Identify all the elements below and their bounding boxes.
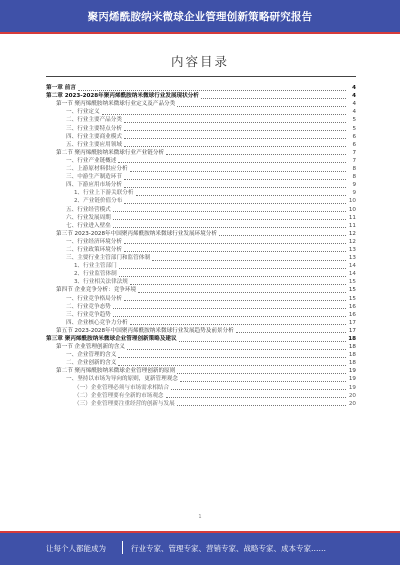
toc-dot-leader: [78, 90, 346, 91]
toc-dot-leader: [130, 324, 346, 325]
toc-entry[interactable]: [46, 254, 356, 262]
toc-dot-leader: [219, 235, 346, 236]
toc-entry[interactable]: [46, 173, 356, 181]
toc-entry-title: 3、行业相关法律法规: [74, 279, 128, 286]
toc-entry[interactable]: [46, 270, 356, 278]
toc-entry-title: 一、企业管理的含义: [66, 352, 117, 359]
toc-entry-title: 第一节 聚丙烯酰胺纳米微球行业定义及产品分类: [56, 101, 176, 108]
toc-entry[interactable]: [46, 92, 356, 100]
toc-entry-title: 1、行业上下游关联分析: [74, 190, 134, 197]
toc-entry-title: 二、行业竞争态势: [66, 303, 111, 310]
toc-entry-page: 18: [348, 344, 356, 351]
toc-dot-leader: [113, 211, 346, 212]
footer-targets: 行业专家、管理专家、营销专家、战略专家、成本专家……: [131, 544, 326, 553]
toc-entry[interactable]: [46, 116, 356, 124]
toc-entry-title: 四、下游应用市场分析: [66, 182, 122, 189]
toc-entry-title: 一、坚持以市场为导向的原则，更新管理观念: [66, 376, 178, 383]
toc-entry-title: 二、上游原材料供应分析: [66, 166, 128, 173]
toc-entry[interactable]: [46, 197, 356, 205]
toc-dot-leader: [113, 227, 346, 228]
toc-entry-page: 9: [352, 190, 356, 197]
toc-dot-leader: [124, 179, 346, 180]
toc-entry[interactable]: [46, 319, 356, 327]
toc-entry[interactable]: [46, 335, 356, 343]
footer-divider: [122, 541, 123, 554]
table-of-contents: [46, 84, 356, 408]
toc-dot-leader: [113, 308, 346, 309]
toc-entry-title: 六、行业发展周期: [66, 214, 111, 221]
toc-entry[interactable]: [46, 286, 356, 294]
toc-entry-title: （一）企业管理必须与市场需求相结合: [74, 384, 170, 391]
toc-entry[interactable]: [46, 141, 356, 149]
toc-entry-page: 16: [348, 311, 356, 318]
toc-entry-title: 三、中游生产制造环节: [66, 174, 122, 181]
toc-entry-title: 二、行业主要产品分类: [66, 117, 122, 124]
toc-dot-leader: [124, 251, 346, 252]
toc-entry-page: 10: [348, 206, 356, 213]
toc-entry-page: 15: [348, 287, 356, 294]
toc-entry[interactable]: [46, 205, 356, 213]
toc-entry-page: 19: [348, 368, 356, 375]
toc-entry[interactable]: [46, 189, 356, 197]
toc-entry[interactable]: [46, 238, 356, 246]
toc-entry-page: 19: [348, 384, 356, 391]
toc-entry[interactable]: [46, 108, 356, 116]
toc-entry-page: 5: [352, 125, 356, 132]
toc-entry-title: 第一章 前言: [46, 85, 76, 92]
toc-entry-title: 第三章 聚丙烯酰胺纳米微球企业管理创新策略及建议: [46, 336, 177, 342]
toc-entry[interactable]: [46, 157, 356, 165]
toc-dot-leader: [177, 405, 346, 406]
toc-entry-title: 三、行业主要特点分析: [66, 125, 122, 132]
toc-entry[interactable]: [46, 165, 356, 173]
toc-entry-page: 11: [348, 214, 356, 221]
title-rule: [46, 76, 356, 77]
toc-dot-leader: [119, 276, 346, 277]
toc-entry[interactable]: [46, 367, 356, 375]
toc-entry[interactable]: [46, 84, 356, 92]
toc-entry-title: 一、行业竞争格局分析: [66, 295, 122, 302]
toc-entry-title: 第二节 聚丙烯酰胺纳米微球行业产业链分析: [56, 149, 165, 156]
toc-entry-page: 18: [348, 336, 356, 342]
header-banner: [0, 0, 400, 32]
toc-dot-leader: [124, 122, 346, 123]
toc-entry-page: 4: [352, 101, 356, 108]
toc-entry-title: 五、行业经营模式: [66, 206, 111, 213]
toc-dot-leader: [118, 365, 346, 366]
toc-entry-page: 15: [348, 295, 356, 302]
toc-entry-page: 18: [348, 360, 356, 367]
footer-banner: [0, 531, 400, 565]
toc-entry[interactable]: [46, 359, 356, 367]
toc-entry-page: 6: [352, 133, 356, 140]
toc-entry-page: 13: [348, 255, 356, 262]
toc-entry[interactable]: [46, 311, 356, 319]
toc-entry[interactable]: [46, 303, 356, 311]
header-accent-line: [0, 32, 400, 34]
toc-entry[interactable]: [46, 214, 356, 222]
toc-dot-leader: [124, 187, 346, 188]
toc-entry-title: 第四节 企业竞争分析：竞争环境: [56, 287, 137, 294]
toc-entry-page: 6: [352, 141, 356, 148]
toc-entry-page: 14: [348, 263, 356, 270]
toc-entry-page: 5: [352, 117, 356, 124]
toc-entry-title: 第三节 2023-2028年中国聚丙烯酰胺纳米微球行业发展环境分析: [56, 230, 217, 237]
toc-entry-page: 12: [348, 238, 356, 245]
toc-dot-leader: [130, 284, 346, 285]
toc-entry-title: 七、行业进入壁垒: [66, 222, 111, 229]
toc-entry-page: 13: [348, 246, 356, 253]
toc-dot-leader: [127, 349, 346, 350]
toc-entry-title: 四、企业核心竞争力分析: [66, 319, 128, 326]
toc-entry-title: 2、产业链价值分布: [74, 198, 123, 205]
toc-entry-page: 8: [352, 166, 356, 173]
toc-entry[interactable]: [46, 400, 356, 408]
toc-entry-title: 一、行业产业链概述: [66, 157, 117, 164]
toc-entry[interactable]: [46, 343, 356, 351]
toc-dot-leader: [124, 203, 346, 204]
toc-entry-title: 四、行业主要商业模式: [66, 133, 122, 140]
toc-entry-page: 8: [352, 174, 356, 181]
toc-entry[interactable]: [46, 124, 356, 132]
toc-entry[interactable]: [46, 262, 356, 270]
toc-dot-leader: [119, 268, 346, 269]
toc-entry-page: 16: [348, 303, 356, 310]
toc-entry-page: 14: [348, 271, 356, 278]
toc-entry[interactable]: [46, 383, 356, 391]
toc-dot-leader: [179, 341, 346, 342]
toc-dot-leader: [201, 98, 346, 99]
toc-dot-leader: [124, 243, 346, 244]
toc-entry-title: 2、行业监管体制: [74, 271, 117, 278]
toc-entry-title: 第一节 企业管理创新的含义: [56, 344, 125, 351]
toc-dot-leader: [180, 381, 346, 382]
toc-entry-title: 第二节 聚丙烯酰胺纳米微球企业管理创新的原则: [56, 368, 176, 375]
toc-entry-title: （三）企业管理要注重经营的创新与发展: [74, 400, 175, 407]
toc-dot-leader: [171, 389, 346, 390]
footer-slogan: 让每个人都能成为: [46, 544, 106, 553]
toc-entry-page: 15: [348, 279, 356, 286]
toc-entry[interactable]: [46, 100, 356, 108]
toc-dot-leader: [113, 316, 346, 317]
toc-dot-leader: [152, 260, 346, 261]
toc-dot-leader: [138, 292, 346, 293]
toc-entry-title: 第五节 2023-2028年中国聚丙烯酰胺纳米微球行业发展趋势及前景分析: [56, 327, 234, 334]
report-title: 聚丙烯酰胺纳米微球企业管理创新策略研究报告: [87, 10, 313, 23]
toc-entry[interactable]: [46, 327, 356, 335]
toc-entry[interactable]: [46, 133, 356, 141]
toc-entry[interactable]: [46, 351, 356, 359]
toc-dot-leader: [124, 138, 346, 139]
toc-entry[interactable]: [46, 181, 356, 189]
toc-entry-page: 17: [348, 319, 356, 326]
toc-entry-page: 4: [352, 109, 356, 116]
toc-dot-leader: [124, 300, 346, 301]
toc-entry-title: （二）企业管理要有全新的市场观念: [74, 392, 164, 399]
toc-entry-page: 10: [348, 198, 356, 205]
toc-dot-leader: [136, 195, 347, 196]
toc-dot-leader: [177, 373, 346, 374]
toc-entry-title: 二、企业创新的含义: [66, 360, 117, 367]
toc-entry-page: 9: [352, 182, 356, 189]
toc-entry-title: 二、行业政策环境分析: [66, 246, 122, 253]
toc-entry-page: 7: [352, 157, 356, 164]
toc-entry[interactable]: [46, 246, 356, 254]
toc-entry[interactable]: [46, 230, 356, 238]
toc-entry-title: 一、行业定义: [66, 109, 100, 116]
page-number: 1: [198, 514, 202, 520]
toc-entry[interactable]: [46, 278, 356, 286]
toc-dot-leader: [177, 106, 346, 107]
toc-dot-leader: [124, 130, 346, 131]
toc-entry-page: 20: [348, 400, 356, 407]
toc-entry-title: 五、行业主要应用领域: [66, 141, 122, 148]
toc-heading: 内容目录: [170, 54, 229, 69]
toc-dot-leader: [113, 219, 346, 220]
toc-dot-leader: [118, 357, 346, 358]
toc-entry[interactable]: [46, 392, 356, 400]
toc-dot-leader: [118, 162, 346, 163]
toc-entry[interactable]: [46, 294, 356, 302]
toc-entry-page: 20: [348, 392, 356, 399]
toc-entry-page: 18: [348, 352, 356, 359]
toc-dot-leader: [166, 154, 346, 155]
toc-entry-title: 一、行业经济环境分析: [66, 238, 122, 245]
toc-dot-leader: [130, 171, 346, 172]
toc-dot-leader: [124, 146, 346, 147]
toc-entry-title: 1、行业主管部门: [74, 263, 117, 270]
toc-dot-leader: [102, 114, 346, 115]
footer-accent-line: [0, 531, 400, 533]
toc-entry-page: 4: [352, 85, 356, 92]
toc-entry[interactable]: [46, 149, 356, 157]
toc-entry-page: 7: [352, 149, 356, 156]
toc-entry-page: 12: [348, 230, 356, 237]
toc-entry-title: 三、行业竞争趋势: [66, 311, 111, 318]
toc-dot-leader: [166, 397, 346, 398]
toc-entry-title: 第二章 2023-2028年聚丙烯酰胺纳米微球行业发展现状分析: [46, 93, 199, 100]
toc-entry[interactable]: [46, 375, 356, 383]
toc-entry-page: 19: [348, 376, 356, 383]
toc-entry-page: 11: [348, 222, 356, 229]
toc-entry-page: 17: [348, 327, 356, 334]
toc-entry-title: 三、主要行业主管部门和监管体制: [66, 255, 150, 262]
toc-entry[interactable]: [46, 222, 356, 230]
toc-dot-leader: [236, 332, 346, 333]
toc-entry-page: 4: [352, 93, 356, 100]
